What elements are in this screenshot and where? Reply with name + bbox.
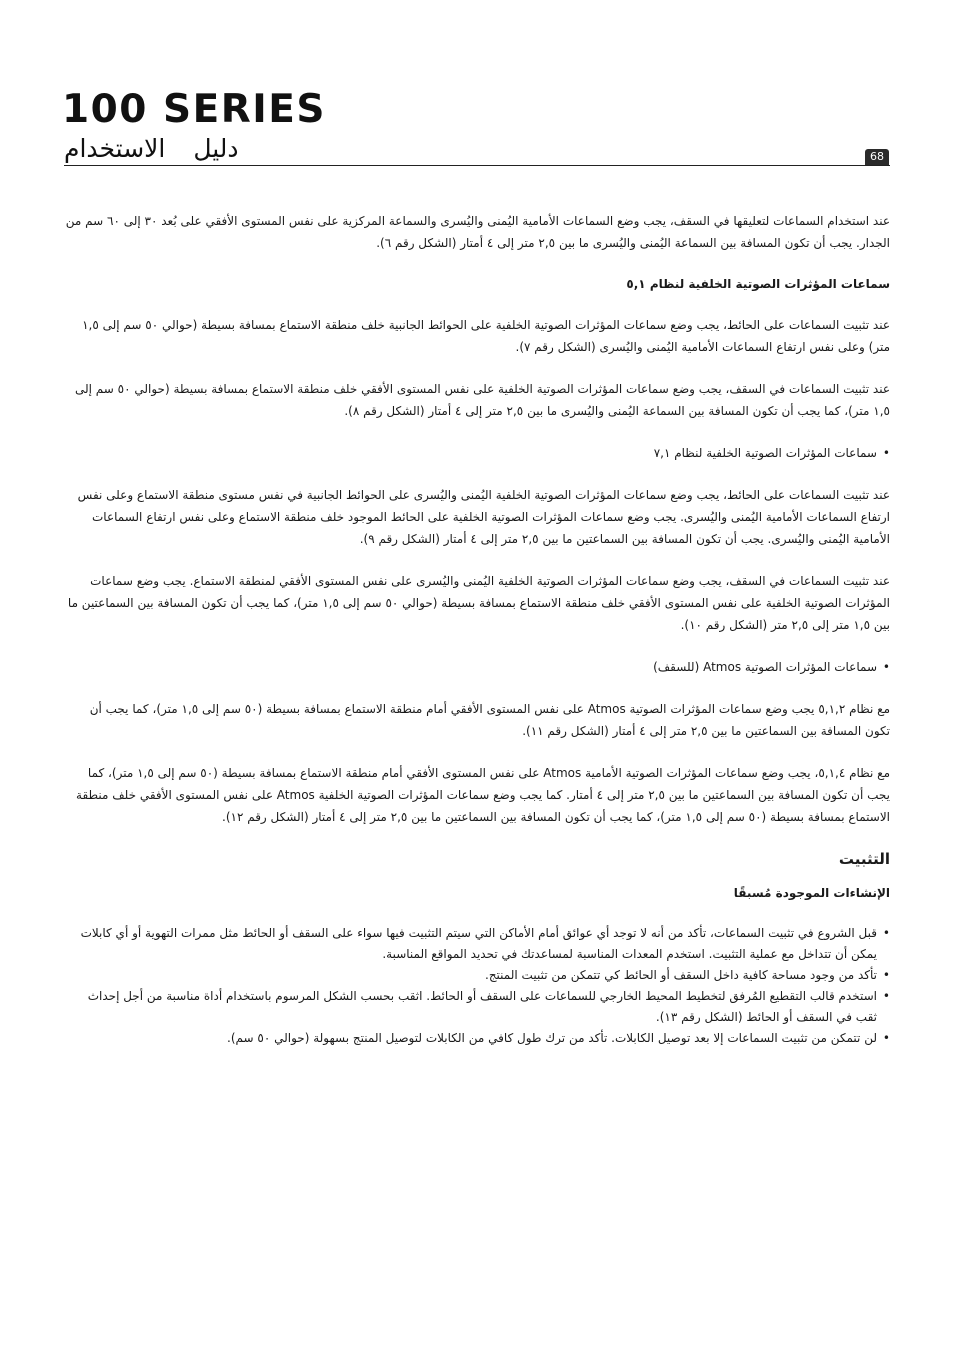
paragraph-51-wall: عند تثبيت السماعات على الحائط، يجب وضع سماعات المؤثرات الصوتية الخلفية على الحوائط الجانبية خلف منطقة الاستماع بمسافة بسيطة (حوالي ٥٠ سم إلى ١,٥ متر) وعلى نفس ارتفاع السماعات الأمامية اليُمنى واليُسرى (الشكل رقم ٧). — [82, 318, 890, 354]
paragraph-514: مع نظام ٥,١,٤، يجب وضع سماعات المؤثرات الصوتية الأمامية Atmos على نفس المستوى الأفقي أمام منطقة الاستماع بمسافة بسيطة (٥٠ سم إلى ١,٥ متر)، كما يجب أن تكون المسافة بين السماعتين ما بين ٢,٥ متر إلى ٤ أمتار. كما يجب وضع سماعات المؤثرات الصوتية الخلفية Atmos على نفس المستوى الأفقي خلف منطقة الاستماع بمسافة بسيطة (٥٠ سم إلى ١,٥ متر)، كما يجب أن تكون المسافة بين السماعتين ما بين ٢,٥ متر إلى ٤ أمتار (الشكل رقم ١٢). — [76, 766, 890, 824]
page-body — [64, 210, 890, 1049]
list-item: • تأكد من وجود مساحة كافية داخل السقف أو الحائط كي تتمكن من تثبيت المنتج. — [64, 965, 890, 986]
bullet-71-rear: • سماعات المؤثرات الصوتية الخلفية لنظام ٧,١ — [64, 442, 890, 464]
paragraph-71-wall: عند تثبيت السماعات على الحائط، يجب وضع سماعات المؤثرات الصوتية الخلفية اليُمنى واليُسرى على الحوائط الجانبية في نفس مستوى منطقة الاستماع وعلى نفس ارتفاع السماعات الأمامية اليُمنى واليُسرى. يجب وضع سماعات المؤثرات الصوتية الخلفية على الحائط الموجود خلف منطقة الاستماع وعلى نفس ارتفاع السماعات الأمامية اليُمنى واليُسرى. يجب أن تكون المسافة بين السماعتين ما بين ٢,٥ متر إلى ٤ أمتار (الشكل رقم ٩). — [77, 488, 890, 546]
paragraph-71-ceiling: عند تثبيت السماعات في السقف، يجب وضع سماعات المؤثرات الصوتية الخلفية اليُمنى واليُسرى على نفس المستوى الأفقي لمنطقة الاستماع. يجب وضع سماعات المؤثرات الصوتية الخلفية على نفس المستوى الأفقي خلف منطقة الاستماع بمسافة بسيطة (حوالي ٥٠ سم إلى ١,٥ متر)، كما يجب أن تكون المسافة بين السماعتين ما بين ١,٥ متر إلى ٢,٥ متر (الشكل رقم ١٠). — [67, 574, 890, 632]
installation-bullet-list — [64, 923, 890, 1049]
list-item: • لن تتمكن من تثبيت السماعات إلا بعد توصيل الكابلات. تأكد من ترك طول كافي من الكابلات لتوصيل المنتج بسهولة (حوالي ٥٠ سم). — [64, 1028, 890, 1049]
subheading-existing-structures: الإنشاءات الموجودة مُسبقًا — [733, 886, 890, 900]
paragraph-512: مع نظام ٥,١,٢ يجب وضع سماعات المؤثرات الصوتية Atmos على نفس المستوى الأفقي أمام منطقة الاستماع بمسافة بسيطة (٥٠ سم إلى ١,٥ متر)، كما يجب أن تكون المسافة بين السماعتين ما بين ٢,٥ متر إلى ٤ أمتار (الشكل رقم ١١). — [89, 702, 890, 738]
paragraph-ceiling-front: عند استخدام السماعات لتعليقها في السقف، يجب وضع السماعات الأمامية اليُمنى واليُسرى والسماعة المركزية على نفس المستوى الأفقي على بُعد ٣٠ إلى ٦٠ سم من الجدار. يجب أن تكون المسافة بين السماعة اليُمنى واليُسرى ما بين ٢,٥ متر إلى ٤ أمتار (الشكل رقم ٦). — [65, 214, 890, 250]
header-divider — [64, 165, 890, 166]
section-title-installation: التثبيت — [838, 850, 890, 868]
subheading-51-rear: سماعات المؤثرات الصوتية الخلفية لنظام ٥,١ — [626, 277, 890, 291]
paragraph-51-ceiling: عند تثبيت السماعات في السقف، يجب وضع سماعات المؤثرات الصوتية الخلفية على نفس المستوى الأفقي خلف منطقة الاستماع بمسافة بسيطة (حوالي ٥٠ سم إلى ١,٥ متر)، كما يجب أن تكون المسافة بين السماعة اليُمنى واليُسرى ما بين ٢,٥ متر إلى ٤ أمتار (الشكل رقم ٨). — [74, 382, 890, 418]
document-title: 100 SERIES — [62, 87, 326, 132]
list-item: • استخدم قالب التقطيع المُرفق لتخطيط المحيط الخارجي للسماعات على السقف أو الحائط. اثقب بحسب الشكل المرسوم باستخدام أداة مناسبة من أجل إحداث ثقب في السقف أو الحائط (الشكل رقم ١٣). — [64, 986, 890, 1028]
bullet-atmos: • سماعات المؤثرات الصوتية Atmos (للسقف) — [64, 656, 890, 678]
page-number-badge: 68 — [865, 149, 889, 165]
document-subtitle: دليل الاستخدام — [64, 134, 239, 163]
list-item: • قبل الشروع في تثبيت السماعات، تأكد من أنه لا توجد أي عوائق أمام الأماكن التي سيتم التثبيت فيها سواء على السقف أو الحائط مثل ممرات التهوية أو أي كابلات يمكن أن تتداخل مع عملية التثبيت. استخدم المعدات المناسبة لمساعدتك في تحديد المواقع المناسبة. — [64, 923, 890, 965]
